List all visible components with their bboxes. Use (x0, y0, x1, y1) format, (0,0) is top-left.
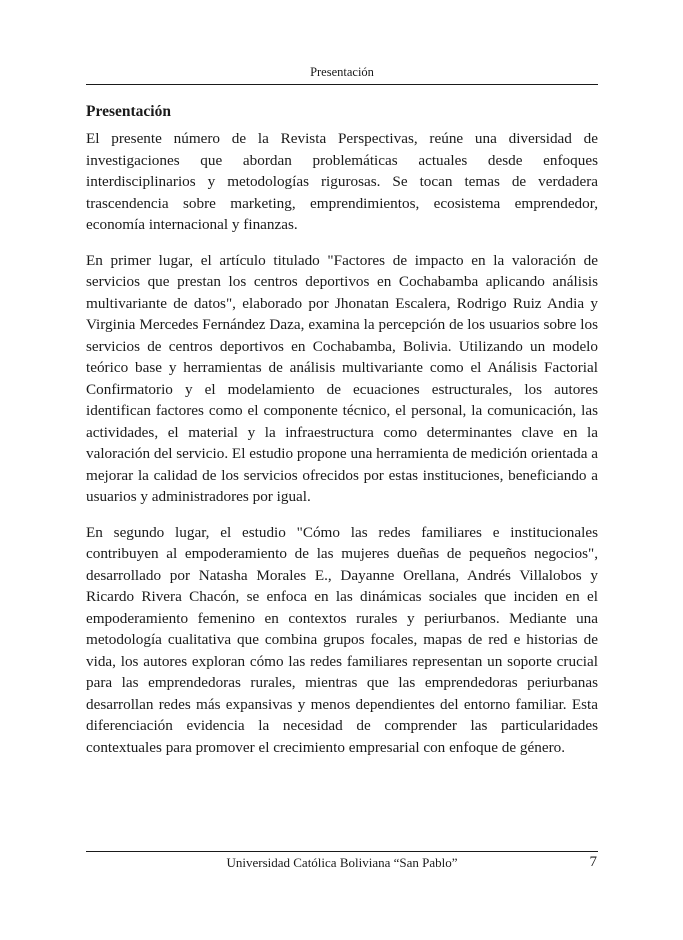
footer-rule (86, 851, 598, 852)
page-number: 7 (589, 854, 597, 870)
page-content (86, 101, 598, 772)
footer-institution: Universidad Católica Boliviana “San Pablo” (226, 855, 458, 870)
running-head: Presentación (310, 65, 374, 79)
paragraph-intro: El presente número de la Revista Perspectivas, reúne una diversidad de investigaciones que abordan problemáticas actuales desde enfoques interdisciplinarios y metodologías rigurosas. Se tocan temas de verdadera trascendencia sobre marketing, emprendimientos, ecosistema emprendedor, economía internacional y finanzas. (86, 130, 598, 233)
paragraph-second-article: En segundo lugar, el estudio "Cómo las redes familiares e institucionales contribuyen al empoderamiento de las mujeres dueñas de pequeños negocios", desarrollado por Natasha Morales E., Dayanne Orellana, Andrés Villalobos y Ricardo Rivera Chacón, se enfoca en las dinámicas sociales que inciden en el empoderamiento femenino en contextos rurales y periurbanos. Mediante una metodología cualitativa que combina grupos focales, mapas de red e historias de vida, los autores exploran cómo las redes familiares representan un soporte crucial para las emprendedoras rurales, mientras que las emprendedoras periurbanas desarrollan redes más expansivas y menos dependientes del entorno familiar. Esta diferenciación evidencia la necesidad de comprender las particularidades contextuales para promover el crecimiento empresarial con enfoque de género. (86, 523, 598, 756)
header-rule (86, 84, 598, 85)
paragraph-first-article: En primer lugar, el artículo titulado "Factores de impacto en la valoración de servicios que prestan los centros deportivos en Cochabamba aplicando análisis multivariante de datos", elaborado por Jhonatan Escalera, Rodrigo Ruiz Andia y Virginia Mercedes Fernández Daza, examina la percepción de los usuarios sobre los servicios de centros deportivos en Cochabamba, Bolivia. Utilizando un modelo teórico base y herramientas de análisis multivariante como el Análisis Factorial Confirmatorio y el modelamiento de ecuaciones estructurales, los autores identifican factores como el componente técnico, el personal, la comunicación, las actividades, el material y la infraestructura como determinantes clave en la valoración del servicio. El estudio propone una herramienta de medición orientada a mejorar la calidad de los servicios ofrecidos por estas instituciones, beneficiando a usuarios y administradores por igual. (86, 251, 598, 505)
section-title: Presentación (86, 103, 171, 120)
